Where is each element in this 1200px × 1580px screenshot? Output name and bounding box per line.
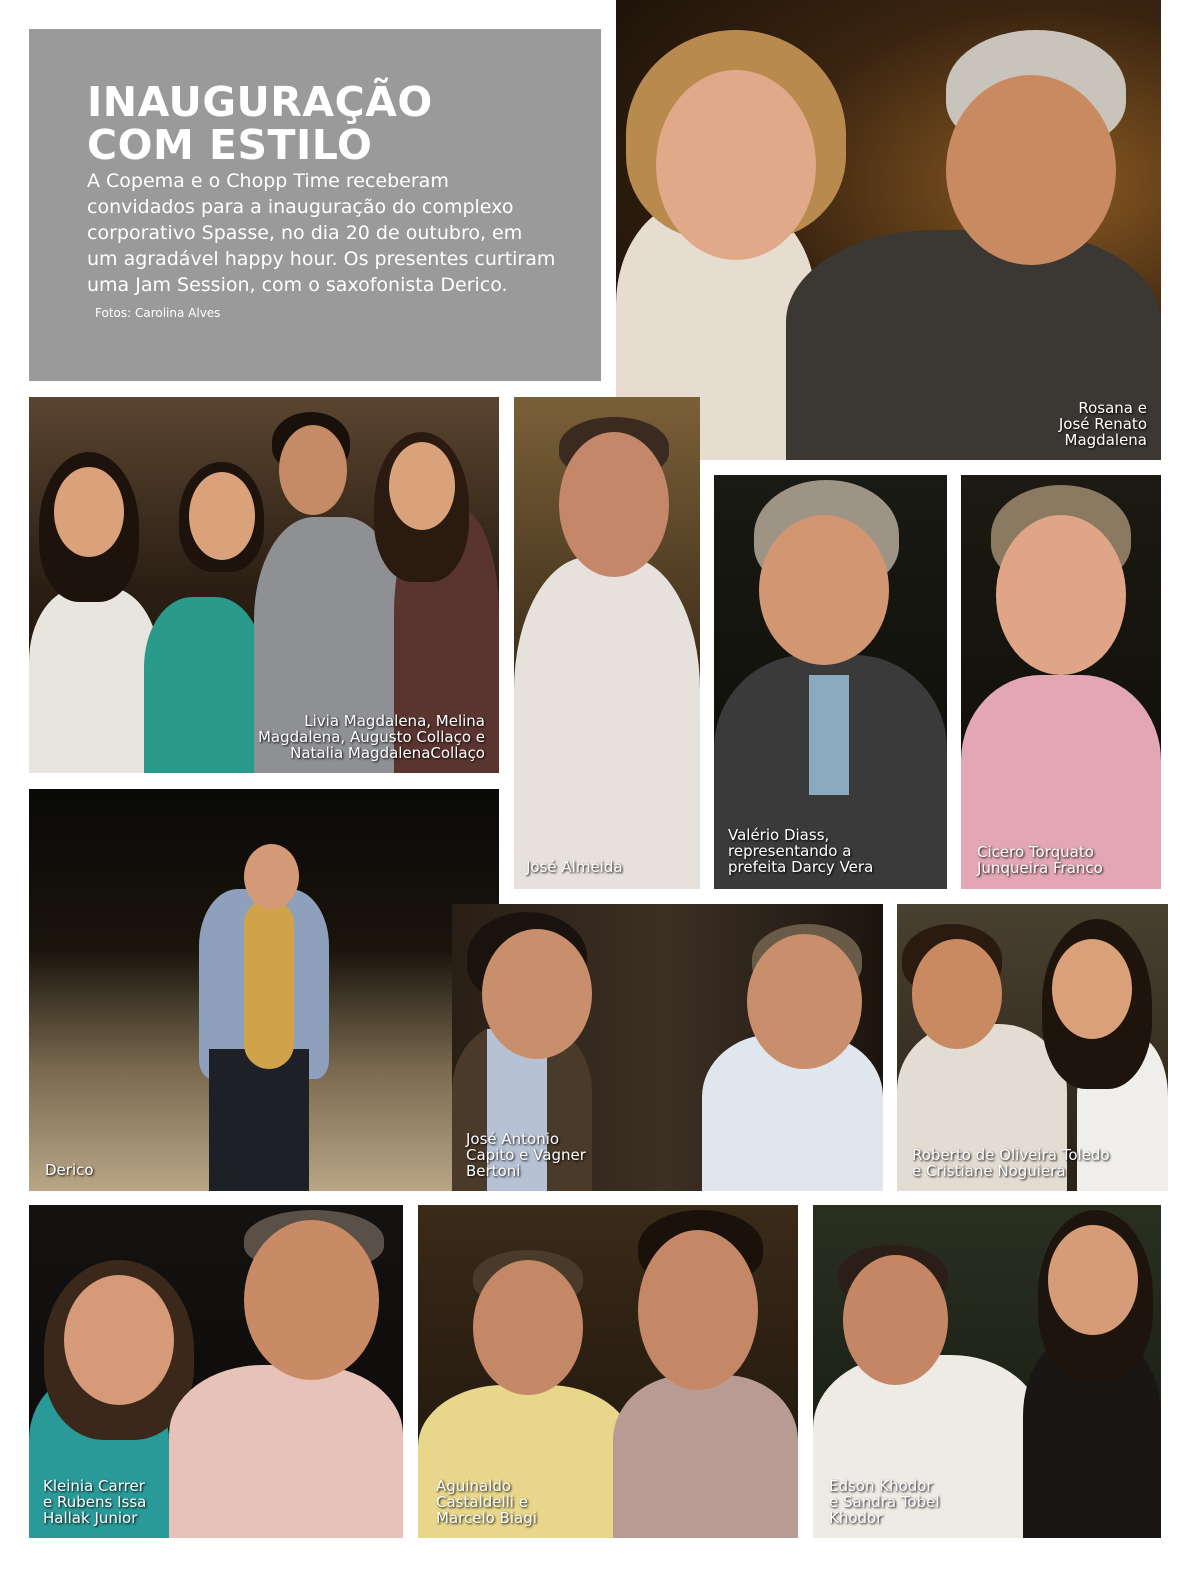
photo-jose-almeida: [514, 397, 700, 889]
photo-caption: Rosana e José Renato Magdalena: [1058, 399, 1147, 449]
article-intro-text: [87, 168, 557, 326]
title-line-1: INAUGURAÇÃO: [87, 78, 433, 126]
photo-jose-antonio-vagner: [452, 904, 883, 1191]
photo-caption: Derico: [45, 1161, 94, 1179]
photo-aguinaldo-marcelo: [418, 1205, 798, 1538]
photo-caption: Roberto de Oliveira Toledo e Cristiane Noguiera: [912, 1146, 1110, 1180]
title-line-2: COM ESTILO: [87, 121, 373, 169]
intro-body: A Copema e o Chopp Time receberam convidados para a inauguração do complexo corporativo Spasse, no dia 20 de outubro, em um agradável happy hour. Os presentes curtiram uma Jam Session, com o saxofonista Derico.: [87, 170, 556, 296]
photo-caption: Livia Magdalena, Melina Magdalena, Augusto Collaço e Natalia MagdalenaCollaço: [257, 712, 485, 762]
article-title: [87, 78, 433, 169]
photo-caption: José Almeida: [526, 858, 623, 876]
photo-caption: Aguinaldo Castaldelli e Marcelo Biagi: [436, 1477, 537, 1527]
photo-valerio-diass: [714, 475, 947, 889]
photo-edson-sandra: [813, 1205, 1161, 1538]
photo-livia-group: [29, 397, 499, 773]
photo-caption: Cicero Torquato Junqueira Franco: [977, 843, 1103, 877]
photo-caption: Valério Diass, representando a prefeita Darcy Vera: [728, 826, 874, 876]
photo-caption: Kleinia Carrer e Rubens Issa Hallak Junior: [43, 1477, 147, 1527]
photo-derico: [29, 789, 499, 1191]
article-intro-box: [29, 29, 601, 381]
photo-cicero-torquato: [961, 475, 1161, 889]
photo-caption: José Antonio Capito e Vagner Bertoni: [466, 1130, 586, 1180]
photo-caption: Edson Khodor e Sandra Tobel Khodor: [829, 1477, 940, 1527]
photo-kleinia-rubens: [29, 1205, 403, 1538]
photo-rosana-jose-renato: [616, 0, 1161, 460]
photo-roberto-cristiane: [897, 904, 1168, 1191]
photo-credit: Fotos: Carolina Alves: [95, 306, 221, 320]
